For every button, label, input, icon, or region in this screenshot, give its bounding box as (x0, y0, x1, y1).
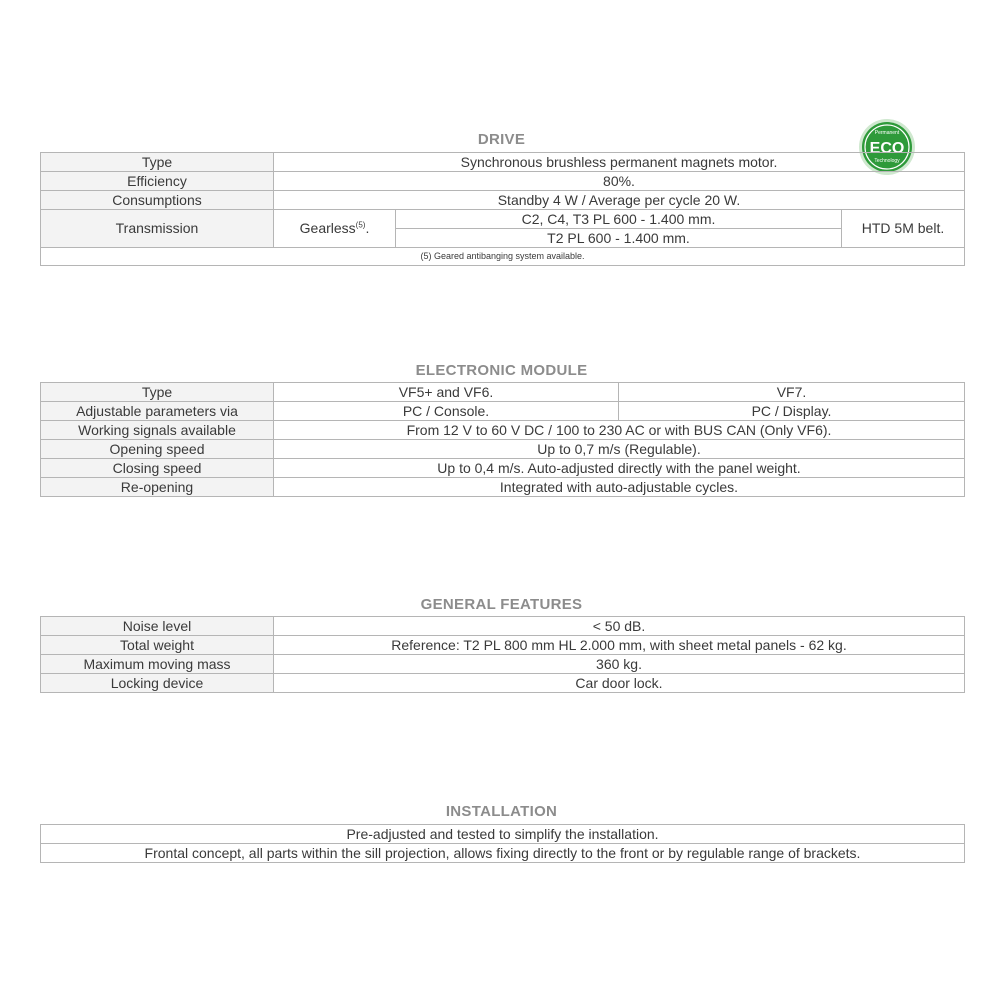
electronic-type-label: Type (41, 383, 274, 402)
electronic-params-b: PC / Display. (619, 402, 965, 421)
electronic-type-a: VF5+ and VF6. (274, 383, 619, 402)
table-row (41, 844, 965, 863)
table-row (41, 172, 965, 191)
eco-badge-top: Permanent (874, 130, 900, 136)
table-row (41, 248, 965, 266)
table-row (41, 402, 965, 421)
drive-transmission-row2: T2 PL 600 - 1.400 mm. (396, 229, 842, 248)
drive-type-value: Synchronous brushless permanent magnets motor. (274, 153, 965, 172)
drive-title: DRIVE (477, 131, 526, 148)
installation-title: INSTALLATION (445, 803, 558, 820)
general-locking-value: Car door lock. (274, 674, 965, 693)
eco-badge-bottom: Technology (874, 158, 900, 164)
eco-badge-main: ECO (869, 140, 905, 157)
electronic-closing-value: Up to 0,4 m/s. Auto-adjusted directly with the panel weight. (274, 459, 965, 478)
table-row (41, 440, 965, 459)
table-row (41, 825, 965, 844)
general-table (40, 616, 965, 693)
table-row (41, 617, 965, 636)
drive-efficiency-label: Efficiency (41, 172, 274, 191)
electronic-signals-label: Working signals available (41, 421, 274, 440)
general-mass-value: 360 kg. (274, 655, 965, 674)
electronic-opening-label: Opening speed (41, 440, 274, 459)
installation-table (40, 824, 965, 863)
gearless-text: Gearless (299, 220, 356, 236)
electronic-reopening-label: Re-opening (41, 478, 274, 497)
drive-consumptions-value: Standby 4 W / Average per cycle 20 W. (274, 191, 965, 210)
general-noise-value: < 50 dB. (274, 617, 965, 636)
drive-footnote: (5) Geared antibanging system available. (41, 248, 965, 266)
drive-efficiency-value: 80%. (274, 172, 965, 191)
table-row (41, 459, 965, 478)
table-row (41, 478, 965, 497)
drive-belt: HTD 5M belt. (842, 210, 965, 248)
electronic-type-b: VF7. (619, 383, 965, 402)
electronic-params-label: Adjustable parameters via (41, 402, 274, 421)
table-row (41, 191, 965, 210)
electronic-reopening-value: Integrated with auto-adjustable cycles. (274, 478, 965, 497)
drive-consumptions-label: Consumptions (41, 191, 274, 210)
general-noise-label: Noise level (41, 617, 274, 636)
table-row (41, 636, 965, 655)
table-row (41, 210, 965, 229)
table-row (41, 153, 965, 172)
table-row (41, 655, 965, 674)
gearless-suffix: . (365, 220, 370, 236)
electronic-params-a: PC / Console. (274, 402, 619, 421)
general-weight-value: Reference: T2 PL 800 mm HL 2.000 mm, with sheet metal panels - 62 kg. (274, 636, 965, 655)
installation-row-2: Frontal concept, all parts within the sill projection, allows fixing directly to the front or by regulable range of brackets. (41, 844, 965, 863)
table-row (41, 421, 965, 440)
electronic-table (40, 382, 965, 497)
general-mass-label: Maximum moving mass (41, 655, 274, 674)
drive-table (40, 152, 965, 266)
electronic-closing-label: Closing speed (41, 459, 274, 478)
drive-transmission-label: Transmission (41, 210, 274, 248)
gearless-footnote-ref: (5) (355, 220, 366, 230)
installation-row-1: Pre-adjusted and tested to simplify the installation. (41, 825, 965, 844)
table-row (41, 674, 965, 693)
general-weight-label: Total weight (41, 636, 274, 655)
electronic-signals-value: From 12 V to 60 V DC / 100 to 230 AC or with BUS CAN (Only VF6). (274, 421, 965, 440)
general-title: GENERAL FEATURES (420, 596, 583, 613)
general-locking-label: Locking device (41, 674, 274, 693)
table-row (41, 383, 965, 402)
drive-transmission-row1: C2, C4, T3 PL 600 - 1.400 mm. (396, 210, 842, 229)
electronic-opening-value: Up to 0,7 m/s (Regulable). (274, 440, 965, 459)
drive-gearless-cell (274, 210, 396, 248)
electronic-title: ELECTRONIC MODULE (415, 362, 588, 379)
drive-type-label: Type (41, 153, 274, 172)
